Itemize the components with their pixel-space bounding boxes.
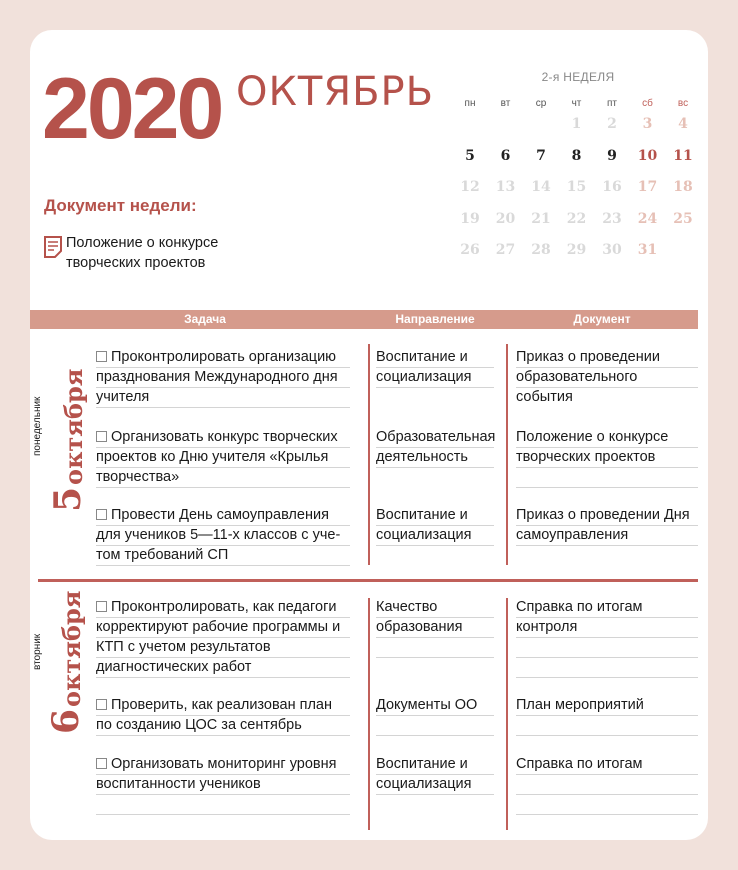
task-item[interactable] — [96, 505, 350, 565]
weekday-header: сб — [642, 98, 653, 109]
calendar-day[interactable]: 2 — [607, 116, 617, 132]
calendar-day[interactable]: 11 — [673, 147, 693, 164]
document-text: Положение о конкурсе творческих проектов — [516, 429, 669, 465]
task-checkbox[interactable] — [96, 509, 107, 520]
calendar-day[interactable]: 31 — [637, 242, 658, 258]
calendar-day[interactable]: 27 — [495, 242, 516, 258]
calendar-day[interactable]: 23 — [602, 210, 622, 227]
weekday-header: ср — [535, 98, 547, 109]
calendar-day[interactable]: 7 — [536, 147, 546, 164]
calendar-day[interactable]: 5 — [465, 147, 475, 164]
month-title: ОКТЯБРЬ — [236, 69, 435, 115]
task-item[interactable] — [96, 695, 350, 735]
document-cell — [516, 597, 698, 637]
direction-text: Воспитание и социализация — [376, 507, 472, 543]
weekday-header: вт — [500, 98, 511, 109]
document-cell — [516, 427, 698, 467]
day-separator — [38, 579, 698, 582]
calendar-day[interactable]: 21 — [531, 210, 551, 227]
task-checkbox[interactable] — [96, 699, 107, 710]
document-text: План мероприятий — [516, 697, 644, 713]
calendar-day[interactable]: 28 — [531, 242, 551, 258]
calendar-day[interactable]: 12 — [460, 179, 480, 195]
day-weekday: вторник — [32, 633, 43, 670]
direction-cell — [376, 505, 494, 545]
direction-text: Образовательная деятельность — [376, 429, 496, 465]
day-number: 5 — [47, 486, 89, 512]
direction-cell — [376, 695, 494, 715]
calendar-day[interactable]: 1 — [571, 116, 582, 132]
calendar-day[interactable]: 16 — [602, 179, 622, 195]
week-label: 2-я НЕДЕЛЯ — [541, 70, 615, 84]
column-header-direction: Направление — [395, 312, 475, 326]
calendar-day[interactable]: 29 — [566, 242, 587, 258]
column-divider — [506, 344, 508, 565]
direction-cell — [376, 347, 494, 387]
direction-text: Воспитание и социализация — [376, 349, 472, 385]
weekday-header: пт — [607, 98, 617, 109]
year-title: 2020 — [42, 61, 222, 157]
document-text: Справка по итогам — [516, 756, 643, 772]
calendar-day[interactable]: 18 — [673, 179, 693, 195]
table-header — [30, 310, 698, 329]
task-checkbox[interactable] — [96, 431, 107, 442]
calendar-day[interactable]: 3 — [642, 116, 653, 132]
calendar-day[interactable]: 9 — [607, 147, 617, 164]
calendar-day[interactable]: 19 — [460, 210, 480, 227]
column-header-task: Задача — [184, 312, 226, 326]
task-text: Организовать мониторинг уровня воспитанности учеников — [96, 756, 337, 792]
day-month: октября — [57, 590, 86, 707]
day-weekday: понедельник — [32, 396, 43, 456]
task-item[interactable] — [96, 597, 350, 677]
direction-cell — [376, 754, 494, 794]
calendar-card — [30, 30, 708, 840]
day-month: октября — [59, 368, 88, 485]
calendar-day[interactable]: 8 — [571, 147, 582, 164]
document-text: Приказ о проведении образовательного события — [516, 349, 660, 405]
column-divider — [368, 598, 370, 830]
task-item[interactable] — [96, 347, 350, 407]
day-number: 6 — [45, 708, 87, 734]
document-cell — [516, 505, 698, 545]
calendar-day[interactable]: 17 — [637, 179, 658, 195]
task-text: Проверить, как реализован план по созданию ЦОС за сентябрь — [96, 697, 332, 733]
weekday-header: вс — [677, 98, 689, 109]
task-checkbox[interactable] — [96, 601, 107, 612]
direction-text: Воспитание и социализация — [376, 756, 472, 792]
calendar-day[interactable]: 22 — [566, 210, 587, 227]
column-header-document: Документ — [573, 312, 631, 326]
direction-text: Качество образования — [376, 599, 463, 635]
calendar-day[interactable]: 6 — [500, 147, 511, 164]
task-text: Проконтролировать, как педагоги корректируют рабочие программы и КТП с учетом результатов диагностических работ — [96, 599, 341, 675]
document-cell — [516, 347, 698, 407]
document-of-week-title[interactable]: Положение о конкурсе творческих проектов — [66, 235, 219, 271]
task-item[interactable] — [96, 754, 350, 794]
task-text: Организовать конкурс творческих проектов ко Дню учителя «Крылья творчества» — [96, 429, 338, 485]
task-checkbox[interactable] — [96, 351, 107, 362]
calendar-day[interactable]: 24 — [637, 210, 658, 227]
direction-cell — [376, 427, 494, 467]
document-text: Справка по итогам контроля — [516, 599, 643, 635]
direction-text: Документы ОО — [376, 697, 478, 713]
calendar-day[interactable]: 30 — [602, 242, 622, 258]
task-text: Провести День самоуправления для учеников 5—11-х классов с уче- том требований СП — [96, 507, 341, 563]
calendar-day[interactable]: 25 — [673, 210, 693, 227]
calendar-day[interactable]: 20 — [495, 210, 516, 227]
document-text: Приказ о проведении Дня самоуправления — [516, 507, 690, 543]
column-divider — [368, 344, 370, 565]
task-text: Проконтролировать организацию празднования Международного дня учителя — [96, 349, 338, 405]
weekday-header: пн — [464, 98, 476, 109]
weekday-header: чт — [571, 98, 582, 109]
document-of-week-label: Документ недели: — [44, 196, 197, 215]
task-item[interactable] — [96, 427, 350, 487]
calendar-day[interactable]: 13 — [495, 179, 516, 195]
calendar-day[interactable]: 4 — [678, 116, 688, 132]
direction-cell — [376, 597, 494, 637]
document-cell — [516, 754, 698, 774]
calendar-day[interactable]: 10 — [637, 147, 658, 164]
calendar-day[interactable]: 15 — [566, 179, 587, 195]
column-divider — [506, 598, 508, 830]
document-icon — [44, 236, 62, 258]
document-cell — [516, 695, 698, 715]
task-checkbox[interactable] — [96, 758, 107, 769]
calendar-day[interactable]: 26 — [460, 242, 480, 258]
calendar-day[interactable]: 14 — [531, 179, 551, 195]
